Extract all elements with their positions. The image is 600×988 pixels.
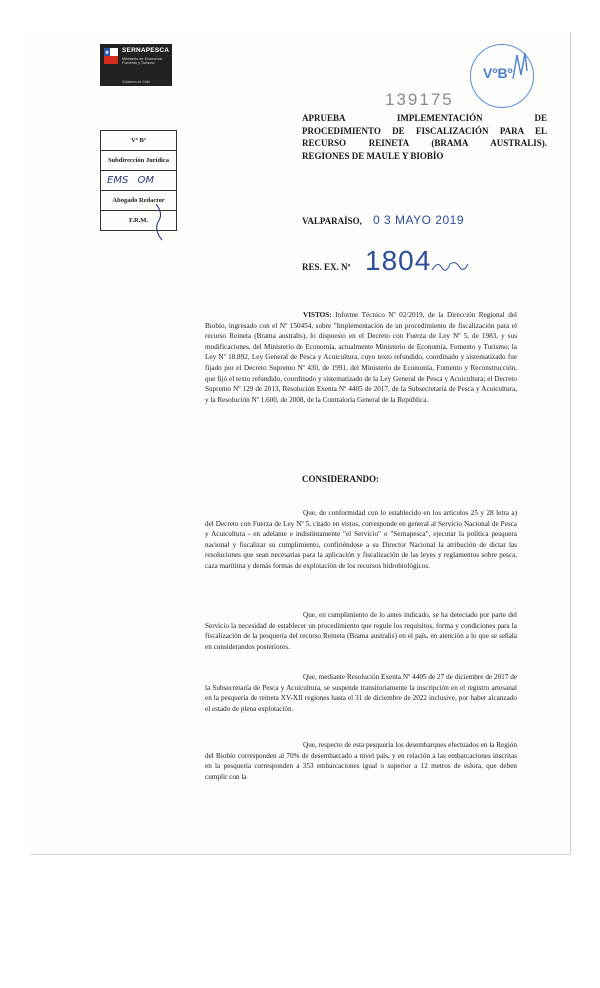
considerando-paragraph: Que, de conformidad con lo establecido en los artículos 25 y 28 letra a) del Decreto con Fuerza de Ley Nº 5, citado en vistos, corresponde en general al Servicio Nacional de Pesca y Acuicultura - en adelante e indistintamente "el Servicio" o "Sernapesca", ejecutar la política pesquera nacional y fiscalizar su cumplimiento, confiriéndose a su Director Nacional la atribución de dictar las resoluciones que sean necesarias para la aplicación y fiscalización de las leyes y reglamentos sobre pesca, caza marítima y demás formas de explotación de los recursos hidrobiológicos.: [205, 509, 517, 570]
approval-box-role: Abogado Redactor: [101, 191, 176, 211]
approval-box-code: F.R.M.: [128, 217, 149, 224]
vistos-label: VISTOS:: [303, 311, 332, 319]
logo-subtitle: Ministerio de Economía, Fomento y Turismo: [122, 57, 163, 66]
approval-box-department: Subdirección Jurídica: [101, 151, 176, 171]
initials-left: EMS: [107, 175, 129, 186]
date-stamp: 0 3 MAYO 2019: [373, 213, 464, 227]
chile-flag-icon: [104, 48, 118, 64]
title-line: RECURSO REINETA (BRAMA AUSTRALIS).: [302, 138, 547, 148]
initials-right: OM: [137, 175, 154, 186]
considerando-heading: CONSIDERANDO:: [302, 474, 380, 484]
title-line: REGIONES DE MAULE Y BIOBÍO: [302, 150, 444, 161]
approval-stamp: [470, 44, 534, 108]
title-line: PROCEDIMIENTO DE FISCALIZACIÓN PARA EL: [302, 125, 547, 136]
considerando-paragraph: Que, respecto de esta pesquería los desembarques efectuados en la Región del Biobío corresponden al 70% de desembarcado a nivel país, y en relación a las embarcaciones inscritas en la pesquería corresponden a 353 embarcaciones igual o superior a 12 metros de eslora, que deben cumplir con la: [205, 741, 517, 781]
logo-gov: Gobierno de Chile: [122, 80, 151, 84]
approval-box-title: Vº Bº: [101, 131, 176, 151]
considerando-paragraph: Que, mediante Resolución Exenta Nº 4405 de 27 de diciembre de 2017 de la Subsecretaría de Pesca y Acuicultura, se suspende transitoriamente la inscripción en el registro artesanal en la pesquería de reineta XV-XII regiones hasta el 31 de diciembre de 2022 inclusive, por haber alcanzado el estado de plena explotación.: [205, 673, 517, 713]
considerando-paragraph: Que, en cumplimiento de lo antes indicado, se ha detectado por parte del Servicio la necesidad de establecer un procedimiento que regule los requisitos, forma y condiciones para la fiscalización de la pesquería del recurso Reineta (Brama australis) en el país, en atención a lo que se señala en considerandos posteriores.: [205, 611, 517, 651]
handwritten-mark-icon: [150, 200, 172, 242]
resolution-number: 1804: [365, 245, 432, 276]
resolution-label: RES. EX. Nº: [302, 262, 351, 272]
signature-mark-icon: [509, 49, 535, 83]
vistos-paragraph: [205, 310, 517, 405]
document-number: 139175: [385, 90, 454, 109]
resolution-title: [302, 112, 547, 162]
stamp-text: VºBº: [483, 65, 513, 81]
logo-name: SERNAPESCA: [122, 47, 170, 54]
vistos-text: Informe Técnico Nº 02/2019, de la Dirección Regional del Biobío, ingresado con el Nº 150454, sobre "Implementación de un procedimiento de fiscalización para el recurso Reineta (Brama australis), lo dispuesto en el Decreto con Fuerza de Ley Nº 5, de 1983, y sus modificaciones, del Ministerio de Economía, actualmente Ministerio de Economía, Fomento y Turismo; la Ley Nº 18.892, Ley General de Pesca y Acuicultura, cuyo texto refundido, coordinado y sistematizado fue fijado por el Decreto Supremo Nº 430, de 1991, del Ministerio de Economía, Fomento y Reconstrucción, que fijó el texto refundido, coordinado y sistematizado de la Ley General de Pesca y Acuicultura; el Decreto Supremo Nº 129 de 2013, Resolución Exenta Nº 4405 de 2017, de la Subsecretaría de Pesca y Acuicultura, y la Resolución Nº 1.600, de 2008, de la Contraloría General de la República.: [205, 311, 518, 404]
approval-box-initials: [101, 171, 176, 191]
signature-scribble-icon: [430, 258, 470, 274]
title-line: APRUEBA IMPLEMENTACIÓN DE: [302, 113, 547, 123]
sernapesca-logo: [100, 44, 172, 86]
place-label: VALPARAÍSO,: [302, 216, 362, 226]
